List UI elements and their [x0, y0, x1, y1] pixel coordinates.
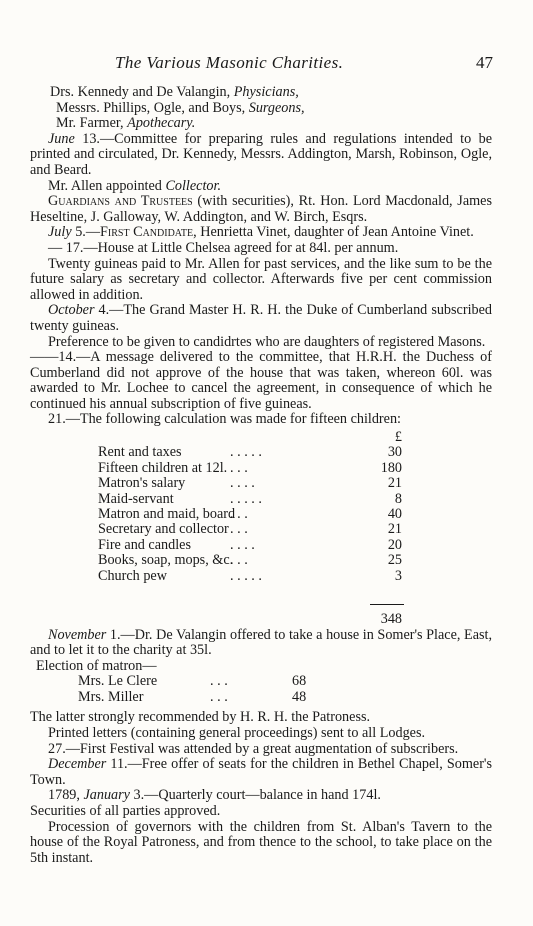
- calculation-values: [366, 430, 402, 584]
- paragraph: Mr. Allen appointed Collector.: [48, 177, 222, 194]
- text-line: Drs. Kennedy and De Valangin, Physicians,: [50, 84, 299, 100]
- paragraph: ——14.—A message delivered to the committee, that H.R.H. the Duchess of Cumberland did not approve of the house that was taken, whereon 60l. was awarded to Mr. Lochee to cancel the agreement, in consequence of which he continued his annual subscription of five guineas.: [30, 349, 492, 412]
- paragraph: December 11.—Free offer of seats for the children in Bethel Chapel, Somer's Town.: [30, 756, 492, 788]
- page-header: [0, 53, 533, 75]
- calc-item-label: Matron and maid, board: [98, 506, 236, 523]
- calc-item-leader: . . . . .: [230, 444, 262, 461]
- page-body: [30, 85, 492, 866]
- calc-item-label: Books, soap, mops, &c.: [98, 552, 234, 569]
- calc-item-value: 20: [387, 536, 402, 553]
- paragraph: 1789, January 3.—Quarterly court—balance in hand 174l.: [48, 787, 381, 804]
- paragraph: The latter strongly recommended by H. R. H. the Patroness.: [30, 709, 371, 726]
- calc-item-leader: . . .: [230, 552, 248, 569]
- paragraph: October 4.—The Grand Master H. R. H. the Duke of Cumberland subscribed twenty guineas.: [30, 302, 492, 334]
- calc-item-label: Matron's salary: [98, 475, 186, 492]
- paragraph: November 1.—Dr. De Valangin offered to take a house in Somer's Place, East, and to let it to the charity at 35l.: [30, 626, 492, 659]
- paragraph: 21.—The following calculation was made for fifteen children:: [48, 411, 401, 428]
- calc-item-value: 21: [387, 521, 402, 538]
- calc-item-label: Fire and candles: [98, 536, 191, 553]
- calc-item-label: Church pew: [98, 567, 167, 584]
- calc-item-value: 8: [394, 490, 402, 507]
- calc-item-label: Maid-servant: [98, 490, 174, 507]
- running-title: The Various Masonic Charities.: [115, 53, 344, 72]
- paragraph: Guardians and Trustees (with securities), Rt. Hon. Lord Macdonald, James Heseltine, J. Galloway, W. Addington, and W. Birch, Esqrs.: [30, 193, 492, 225]
- paragraph: Procession of governors with the children from St. Alban's Tavern to the house of the Royal Patroness, and from thence to the school, to take place on the 5th instant.: [30, 818, 492, 866]
- text-line: Messrs. Phillips, Ogle, and Boys, Surgeons,: [56, 99, 305, 116]
- currency-symbol: £: [394, 429, 402, 446]
- calc-item-leader: . . .: [230, 459, 248, 476]
- paragraph: July 5.—First Candidate, Henrietta Vinet, daughter of Jean Antoine Vinet.: [48, 224, 474, 241]
- candidate-leader: . . .: [210, 673, 228, 690]
- calc-item-leader: . . .: [230, 521, 248, 538]
- calc-item-label: Rent and taxes: [98, 444, 182, 461]
- calc-item-leader: . . . . .: [230, 490, 262, 507]
- candidate-names: [78, 674, 157, 705]
- paragraph: Securities of all parties approved.: [30, 803, 221, 819]
- matron-election: [30, 674, 492, 710]
- calc-item-leader: . . . .: [230, 536, 255, 553]
- paragraph: Election of matron—: [36, 657, 157, 674]
- page-number: 47: [476, 53, 493, 72]
- calc-item-label: Fifteen children at 12l.: [98, 459, 228, 476]
- total-rule: [370, 604, 404, 605]
- candidate-name: Mrs. Le Clere: [78, 673, 158, 690]
- paragraph: Preference to be given to candidrtes who are daughters of registered Masons.: [48, 333, 486, 350]
- candidate-name: Mrs. Miller: [78, 689, 144, 706]
- paragraph: June 13.—Committee for preparing rules and regulations intended to be printed and circulated, Dr. Kennedy, Messrs. Addington, Marsh, Robinson, Ogle, and Beard.: [30, 130, 492, 178]
- paragraph: 27.—First Festival was attended by a great augmentation of subscribers.: [48, 740, 459, 757]
- candidate-leaders: [210, 674, 228, 705]
- calc-item-leader: . . . .: [230, 475, 255, 492]
- paragraph: — 17.—House at Little Chelsea agreed for at 84l. per annum.: [48, 239, 399, 256]
- paragraph: Twenty guineas paid to Mr. Allen for past services, and the like sum to be the future salary as secretary and collector. Afterwards five per cent commission allowed in addition.: [30, 255, 492, 303]
- calc-item-leader: . . .: [230, 506, 248, 523]
- calc-item-value: 3: [394, 567, 402, 584]
- calc-item-leader: . . . . .: [230, 567, 262, 584]
- calc-item-value: 25: [387, 552, 402, 569]
- candidate-vote-count: 68: [292, 673, 307, 690]
- calc-item-value: 40: [387, 506, 402, 523]
- calculation-table: [30, 430, 492, 608]
- calc-item-value: 21: [387, 475, 402, 492]
- calc-item-value: 180: [380, 459, 402, 476]
- calc-item-label: Secretary and collector: [98, 521, 229, 538]
- calculation-total: 348: [380, 611, 402, 628]
- paragraph: Printed letters (containing general proceedings) sent to all Lodges.: [48, 725, 426, 742]
- candidate-leader: . . .: [210, 689, 228, 706]
- calc-item-value: 30: [387, 444, 402, 461]
- calculation-labels: [98, 430, 235, 584]
- calculation-leaders: [230, 430, 262, 584]
- candidate-vote-count: 48: [292, 689, 307, 706]
- candidate-votes: [292, 674, 306, 705]
- text-line: Mr. Farmer, Apothecary.: [56, 115, 196, 132]
